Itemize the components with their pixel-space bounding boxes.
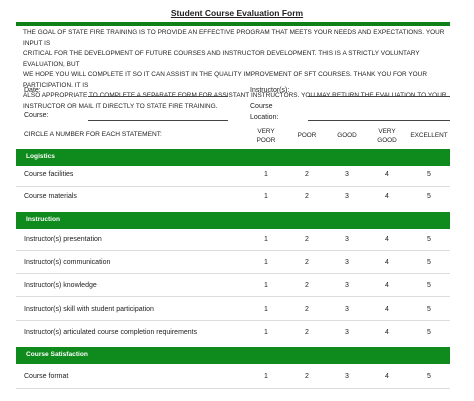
score-5[interactable]: 5	[427, 329, 431, 336]
score-1[interactable]: 1	[264, 329, 268, 336]
score-1[interactable]: 1	[264, 306, 268, 313]
score-5[interactable]: 5	[427, 282, 431, 289]
score-5[interactable]: 5	[427, 193, 431, 200]
score-2[interactable]: 2	[305, 171, 309, 178]
score-4[interactable]: 4	[385, 171, 389, 178]
row-divider	[16, 250, 450, 251]
score-4[interactable]: 4	[385, 373, 389, 380]
instructors-field[interactable]	[308, 96, 450, 97]
scale-very-good: VERY GOOD	[377, 128, 397, 144]
intro-line: THE GOAL OF STATE FIRE TRAINING IS TO PROVIDE AN EFFECTIVE PROGRAM THAT MEETS YOUR NEEDS AND EXPECTATIONS. YOUR INPUT IS	[23, 29, 445, 47]
scale-excellent: EXCELLENT	[410, 132, 448, 139]
score-2[interactable]: 2	[305, 306, 309, 313]
date-label: Date:	[24, 87, 41, 94]
instructors-label: Instructor(s):	[250, 87, 290, 94]
score-3[interactable]: 3	[345, 236, 349, 243]
score-1[interactable]: 1	[264, 193, 268, 200]
score-1[interactable]: 1	[264, 259, 268, 266]
course-label: Course:	[24, 112, 49, 119]
score-1[interactable]: 1	[264, 236, 268, 243]
score-1[interactable]: 1	[264, 171, 268, 178]
row-label: Instructor(s) articulated course completion requirements	[24, 329, 198, 336]
score-3[interactable]: 3	[345, 171, 349, 178]
intro-line: ALSO APPROPRIATE TO COMPLETE A SEPARATE FORM FOR ASSISTANT INSTRUCTORS. YOU MAY RETURN THE EVALUATION TO YOUR	[23, 92, 447, 99]
score-4[interactable]: 4	[385, 236, 389, 243]
score-2[interactable]: 2	[305, 236, 309, 243]
row-divider	[16, 273, 450, 274]
score-3[interactable]: 3	[345, 329, 349, 336]
course-location-field[interactable]	[308, 120, 450, 121]
score-4[interactable]: 4	[385, 306, 389, 313]
intro-line: CRITICAL FOR THE DEVELOPMENT OF FUTURE COURSES AND INSTRUCTOR DEVELOPMENT. THIS IS A STRICTLY VOLUNTARY EVALUATION, BUT	[23, 50, 420, 68]
section-logistics: Logistics	[16, 149, 450, 166]
row-label: Course facilities	[24, 171, 74, 178]
score-2[interactable]: 2	[305, 373, 309, 380]
row-label: Course materials	[24, 193, 77, 200]
date-field[interactable]	[88, 96, 228, 97]
score-5[interactable]: 5	[427, 171, 431, 178]
row-divider	[16, 296, 450, 297]
row-divider	[16, 320, 450, 321]
score-4[interactable]: 4	[385, 282, 389, 289]
score-3[interactable]: 3	[345, 306, 349, 313]
row-divider	[16, 388, 450, 389]
top-rule	[16, 22, 450, 26]
score-2[interactable]: 2	[305, 259, 309, 266]
score-4[interactable]: 4	[385, 193, 389, 200]
section-instruction: Instruction	[16, 212, 450, 229]
section-course-satisfaction: Course Satisfaction	[16, 347, 450, 364]
score-5[interactable]: 5	[427, 306, 431, 313]
score-2[interactable]: 2	[305, 193, 309, 200]
row-divider	[16, 186, 450, 187]
scale-good: GOOD	[337, 132, 357, 139]
row-label: Instructor(s) presentation	[24, 236, 102, 243]
row-label: Instructor(s) knowledge	[24, 282, 97, 289]
score-5[interactable]: 5	[427, 259, 431, 266]
row-label: Course format	[24, 373, 69, 380]
score-3[interactable]: 3	[345, 259, 349, 266]
intro-line: WE HOPE YOU WILL COMPLETE IT SO IT CAN ASSIST IN THE QUALITY IMPROVEMENT OF SFT COURSES. THANK YOU FOR YOUR PARTICIPATION. IT IS	[23, 71, 428, 89]
score-5[interactable]: 5	[427, 373, 431, 380]
course-field[interactable]	[88, 120, 228, 121]
course-location-label: Course Location:	[250, 103, 279, 121]
form-title: Student Course Evaluation Form	[170, 8, 304, 18]
score-1[interactable]: 1	[264, 282, 268, 289]
score-3[interactable]: 3	[345, 373, 349, 380]
score-3[interactable]: 3	[345, 282, 349, 289]
score-5[interactable]: 5	[427, 236, 431, 243]
intro-paragraph	[23, 28, 448, 112]
row-label: Instructor(s) communication	[24, 259, 111, 266]
score-4[interactable]: 4	[385, 329, 389, 336]
scale-poor: POOR	[297, 132, 317, 139]
score-2[interactable]: 2	[305, 329, 309, 336]
score-4[interactable]: 4	[385, 259, 389, 266]
score-1[interactable]: 1	[264, 373, 268, 380]
score-2[interactable]: 2	[305, 282, 309, 289]
score-3[interactable]: 3	[345, 193, 349, 200]
scale-very-poor: VERY POOR	[256, 128, 276, 144]
scale-instruction: CIRCLE A NUMBER FOR EACH STATEMENT:	[24, 131, 162, 138]
intro-line: INSTRUCTOR OR MAIL IT DIRECTLY TO STATE FIRE TRAINING.	[23, 102, 218, 110]
row-label: Instructor(s) skill with student participation	[24, 306, 154, 313]
